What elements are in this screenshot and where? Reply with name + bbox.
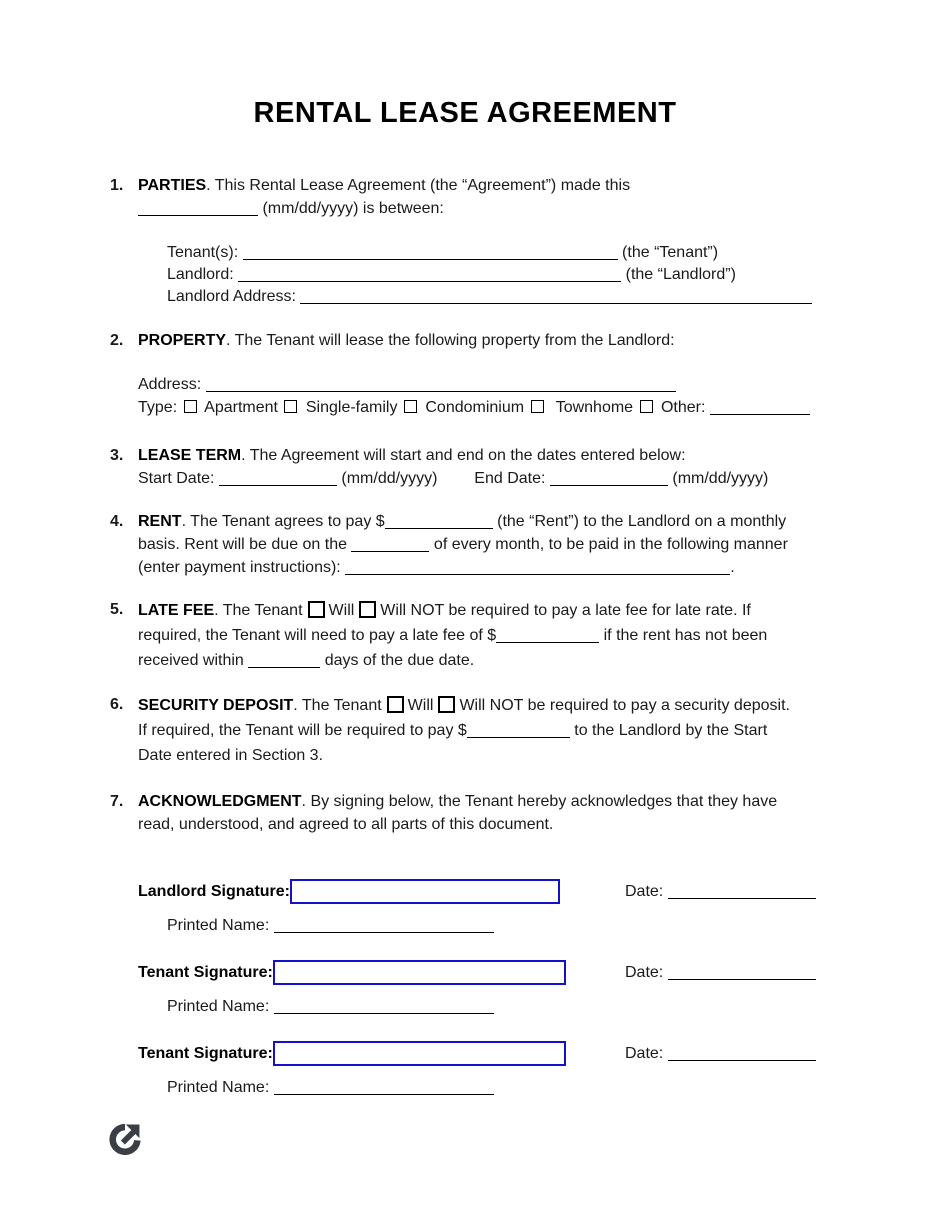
tenant-signature-group-2 bbox=[138, 1039, 820, 1099]
blank-deposit-amount[interactable] bbox=[467, 723, 570, 738]
text-run: received within bbox=[138, 652, 244, 669]
checkbox-apartment[interactable] bbox=[184, 400, 197, 413]
section-security-deposit bbox=[110, 693, 820, 768]
landlord-signature-group bbox=[138, 877, 820, 937]
text-run: if the rent has not been bbox=[603, 627, 768, 644]
blank-other-type[interactable] bbox=[710, 400, 810, 415]
landlord-signature-input[interactable] bbox=[290, 879, 560, 904]
checkbox-single-family[interactable] bbox=[284, 400, 297, 413]
landlord-signature-label: Landlord Signature: bbox=[138, 882, 290, 900]
type-option-label: Single-family bbox=[305, 399, 398, 416]
text-run: read, understood, and agreed to all parts of this document. bbox=[138, 816, 554, 833]
section-rent bbox=[110, 510, 820, 579]
blank-end-date[interactable] bbox=[550, 471, 668, 486]
blank-due-day[interactable] bbox=[351, 537, 429, 552]
type-option-label: Apartment bbox=[204, 399, 278, 416]
section-lease-term bbox=[110, 444, 820, 490]
section-parties bbox=[110, 174, 820, 308]
payment-instructions-label: (enter payment instructions): bbox=[138, 559, 341, 576]
text-run: . bbox=[730, 559, 735, 576]
text-run: (mm/dd/yyyy) is between: bbox=[262, 200, 444, 217]
section-number: 3. bbox=[110, 447, 124, 464]
tenant-signature-label: Tenant Signature: bbox=[138, 963, 273, 981]
text-run: basis. Rent will be due on the bbox=[138, 536, 348, 553]
text-run: (the “Rent”) to the Landlord on a monthly bbox=[497, 513, 787, 530]
blank-tenant-sign-date-1[interactable] bbox=[668, 965, 816, 980]
text-run: . By signing below, the Tenant hereby acknowledges that they have bbox=[301, 793, 778, 810]
blank-agreement-date[interactable] bbox=[138, 201, 258, 216]
section-number: 1. bbox=[110, 177, 124, 194]
printed-name-label: Printed Name: bbox=[167, 1079, 270, 1096]
blank-landlord-printed-name[interactable] bbox=[274, 918, 494, 933]
section-number: 6. bbox=[110, 696, 124, 713]
blank-late-fee-days[interactable] bbox=[248, 653, 320, 668]
blank-tenant-sign-date-2[interactable] bbox=[668, 1046, 816, 1061]
text-run: be required to pay a late fee for late rate. If bbox=[448, 602, 751, 619]
text-run: of every month, to be paid in the following manner bbox=[433, 536, 788, 553]
section-title: SECURITY DEPOSIT bbox=[138, 697, 294, 714]
text-run: . The Agreement will start and end on the dates entered below: bbox=[241, 447, 686, 464]
text-run: . The Tenant will lease the following property from the Landlord: bbox=[226, 332, 675, 349]
type-option-label: Other: bbox=[660, 399, 706, 416]
text-run: Will bbox=[407, 697, 434, 714]
section-late-fee bbox=[110, 598, 820, 673]
section-property bbox=[110, 329, 820, 419]
text-run: (mm/dd/yyyy) bbox=[341, 470, 438, 487]
text-run: (the “Tenant”) bbox=[622, 244, 719, 261]
printed-name-label: Printed Name: bbox=[167, 998, 270, 1015]
blank-landlord-name[interactable] bbox=[238, 267, 621, 282]
text-run: If required, the Tenant will be required to pay $ bbox=[138, 722, 467, 739]
blank-landlord-address[interactable] bbox=[300, 289, 812, 304]
text-run: days of the due date. bbox=[324, 652, 475, 669]
type-option-label: Townhome bbox=[555, 399, 634, 416]
type-option-label: Condominium bbox=[425, 399, 525, 416]
blank-payment-instructions[interactable] bbox=[345, 560, 730, 575]
section-number: 2. bbox=[110, 332, 124, 349]
section-title: ACKNOWLEDGMENT bbox=[138, 793, 302, 810]
text-run: be required to pay a security deposit. bbox=[527, 697, 790, 714]
checkbox-late-fee-will-not[interactable] bbox=[359, 601, 376, 618]
section-title: PROPERTY bbox=[138, 332, 227, 349]
text-run: . The Tenant agrees to pay $ bbox=[181, 513, 385, 530]
section-number: 4. bbox=[110, 513, 124, 530]
text-run: Date entered in Section 3. bbox=[138, 747, 324, 764]
date-label: Date: bbox=[625, 882, 664, 900]
checkbox-late-fee-will[interactable] bbox=[308, 601, 325, 618]
landlord-address-label: Landlord Address: bbox=[167, 288, 296, 305]
text-run: Will NOT bbox=[380, 602, 444, 619]
text-run: (the “Landlord”) bbox=[625, 266, 736, 283]
printed-name-label: Printed Name: bbox=[167, 917, 270, 934]
section-title: RENT bbox=[138, 513, 182, 530]
text-run: Will bbox=[328, 602, 355, 619]
checkbox-other[interactable] bbox=[640, 400, 653, 413]
circular-arrow-icon[interactable] bbox=[108, 1122, 142, 1156]
tenant-signature-input-2[interactable] bbox=[273, 1041, 566, 1066]
text-run: . The Tenant bbox=[293, 697, 382, 714]
section-title: LATE FEE bbox=[138, 602, 215, 619]
page-title: RENTAL LEASE AGREEMENT bbox=[253, 97, 677, 129]
type-label: Type: bbox=[138, 399, 178, 416]
address-label: Address: bbox=[138, 376, 202, 393]
tenant-signature-input-1[interactable] bbox=[273, 960, 566, 985]
signature-area bbox=[138, 877, 820, 1099]
section-number: 5. bbox=[110, 601, 124, 618]
tenant-signature-label: Tenant Signature: bbox=[138, 1044, 273, 1062]
blank-tenant-name[interactable] bbox=[243, 245, 618, 260]
text-run: to the Landlord by the Start bbox=[574, 722, 768, 739]
start-date-label: Start Date: bbox=[138, 470, 215, 487]
blank-tenant-printed-name-1[interactable] bbox=[274, 999, 494, 1014]
date-label: Date: bbox=[625, 1044, 664, 1062]
blank-tenant-printed-name-2[interactable] bbox=[274, 1080, 494, 1095]
date-label: Date: bbox=[625, 963, 664, 981]
checkbox-condominium[interactable] bbox=[404, 400, 417, 413]
checkbox-deposit-will[interactable] bbox=[387, 696, 404, 713]
end-date-label: End Date: bbox=[474, 470, 546, 487]
section-acknowledgment bbox=[110, 790, 820, 836]
text-run: . The Tenant bbox=[214, 602, 303, 619]
blank-property-address[interactable] bbox=[206, 377, 676, 392]
section-title: LEASE TERM bbox=[138, 447, 242, 464]
tenant-label: Tenant(s): bbox=[167, 244, 239, 261]
text-run: required, the Tenant will need to pay a late fee of $ bbox=[138, 627, 497, 644]
section-title: PARTIES bbox=[138, 177, 207, 194]
text-run: (mm/dd/yyyy) bbox=[672, 470, 769, 487]
tenant-signature-group-1 bbox=[138, 958, 820, 1018]
blank-landlord-sign-date[interactable] bbox=[668, 884, 816, 899]
blank-late-fee-amount[interactable] bbox=[496, 628, 599, 643]
text-run: Will NOT bbox=[459, 697, 524, 714]
text-run: . This Rental Lease Agreement (the “Agreement”) made this bbox=[206, 177, 631, 194]
checkbox-townhome[interactable] bbox=[531, 400, 544, 413]
blank-start-date[interactable] bbox=[219, 471, 337, 486]
section-number: 7. bbox=[110, 793, 124, 810]
landlord-label: Landlord: bbox=[167, 266, 234, 283]
checkbox-deposit-will-not[interactable] bbox=[438, 696, 455, 713]
blank-rent-amount[interactable] bbox=[385, 514, 493, 529]
